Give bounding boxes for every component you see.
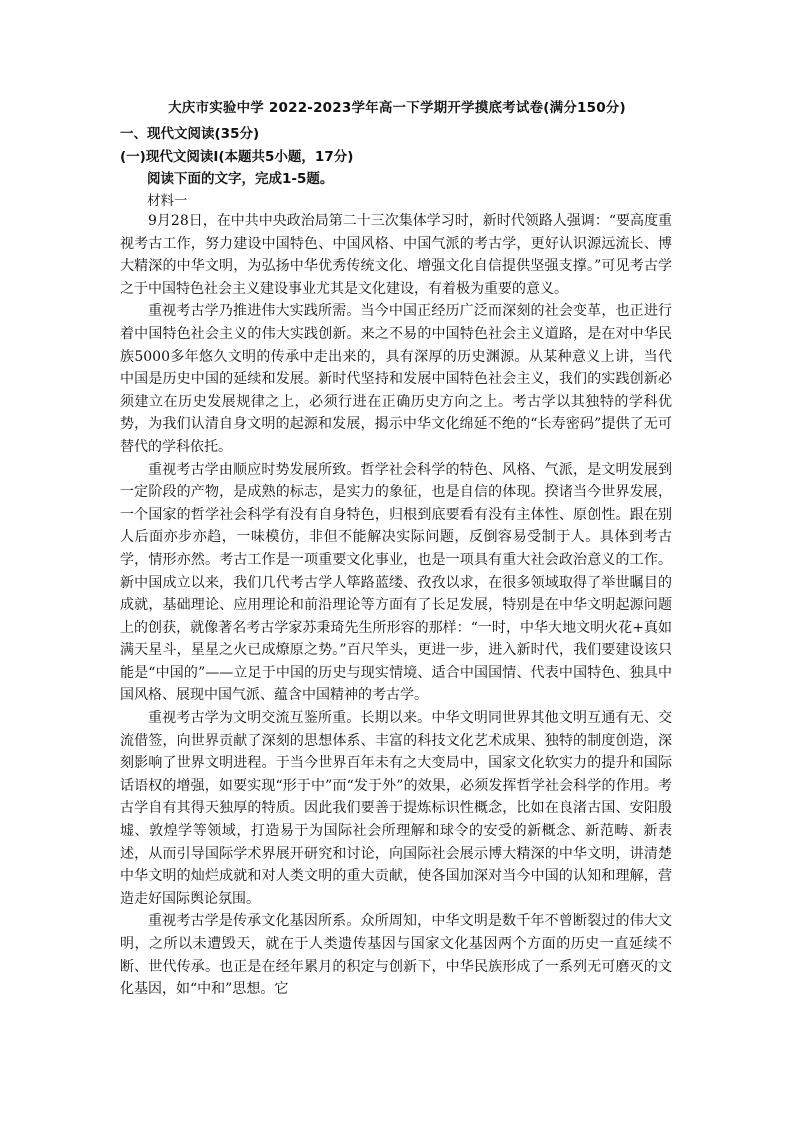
paragraph: 重视考古学为文明交流互鉴所重。长期以来。中华文明同世界其他文明互通有无、交流借签，向世界贡献了深刻的思想体系、丰富的科技文化艺术成果、独特的制度创造，深刻影响了世界文明进程。于当今世界百年未有之大变局中，国家文化软实力的提升和国际话语权的增强，如要实现“形于中”而“发于外”的效果，必须发挥哲学社会科学的作用。考古学自有其得天独厚的特质。因此我们要善于提炼标识性概念，比如在良渚古国、安阳殷墟、敦煌学等领域，打造易于为国际社会所理解和球令的安受的新概念、新范畴、新表述，从而引导国际学术界展开研究和讨论，向国际社会展示博大精深的中华文明，讲清楚中华文明的灿烂成就和对人类文明的重大贡献，使各国加深对当今中国的认知和理解，营造走好国际舆论氛围。: [120, 710, 672, 907]
subsection-heading: (一)现代文阅读Ⅰ(本题共5小题，17分): [120, 149, 354, 165]
paragraph: 9月28日，在中共中央政治局第二十三次集体学习时，新时代领路人强调：“要高度重视考古工作，努力建设中国特色、中国风格、中国气派的考古学，更好认识源远流长、博大精深的中华文明，为弘扬中华优秀传统文化、增强文化自信提供坚强支撑。”可见考古学之于中国特色社会主义建设事业尤其是文化建设，有着极为重要的意义。: [120, 213, 672, 297]
section-heading: 一、现代文阅读(35分): [120, 126, 260, 142]
material-label: 材料一: [147, 193, 188, 209]
reading-instruction: 阅读下面的文字，完成1-5题。: [147, 171, 334, 187]
paragraph: 重视考古学由顺应时势发展所致。哲学社会科学的特色、风格、气派，是文明发展到一定阶段的产物，是成熟的标志，是实力的象征，也是自信的体现。揆诸当今世界发展，一个国家的哲学社会科学有没有自身特色，归根到底要看有没有主体性、原创性。跟在别人后面亦步亦趋，一味模仿，非但不能解决实际问题，反倒容易受制于人。具体到考古学，情形亦然。考古工作是一项重要文化事业，也是一项具有重大社会政治意义的工作。新中国成立以来，我们几代考古学人筚路蓝缕、孜孜以求，在很多领域取得了举世瞩目的成就，基础理论、应用理论和前沿理论等方面有了长足发展，特别是在中华文明起源问题上的创获，就像著名考古学家苏秉琦先生所形容的那样：“一时，中华大地文明火花+真如满天星斗，星星之火已成燎原之势。”百尺竿头，更进一步，进入新时代，我们要建设该只能是“中国的”——立足于中国的历史与现实情境、适合中国国情、代表中国特色、独具中国风格、展现中国气派、蕴含中国精神的考古学。: [120, 461, 672, 704]
document-title: 大庆市实验中学 2022-2023学年高一下学期开学摸底考试卷(满分150分): [168, 100, 626, 116]
article-body: [120, 210, 672, 1001]
paragraph: 重视考古学是传承文化基因所系。众所周知，中华文明是数千年不曾断裂过的伟大文明，之所以未遭毁天，就在于人类遗传基因与国家文化基因两个方面的历史一直延续不断、世代传承。也正是在经年累月的积定与创新下，中华民族形成了一系列无可磨灭的文化基因，如“中和”思想。它: [120, 913, 672, 998]
paragraph: 重视考古学乃推进伟大实践所需。当今中国正经历广泛而深刻的社会变革，也正进行着中国特色社会主义的伟大实践创新。来之不易的中国特色社会主义道路，是在对中华民族5000多年悠久文明的传承中走出来的，具有深厚的历史渊源。从某种意义上讲，当代中国是历史中国的延续和发展。新时代坚持和发展中国特色社会主义，我们的实践创新必须建立在历史发展规律之上，必须行进在正确历史方向之上。考古学以其独特的学科优势，为我们认清自身文明的起源和发展，揭示中华文化绵延不绝的“长寿密码”提供了无可替代的学科依托。: [120, 303, 672, 455]
